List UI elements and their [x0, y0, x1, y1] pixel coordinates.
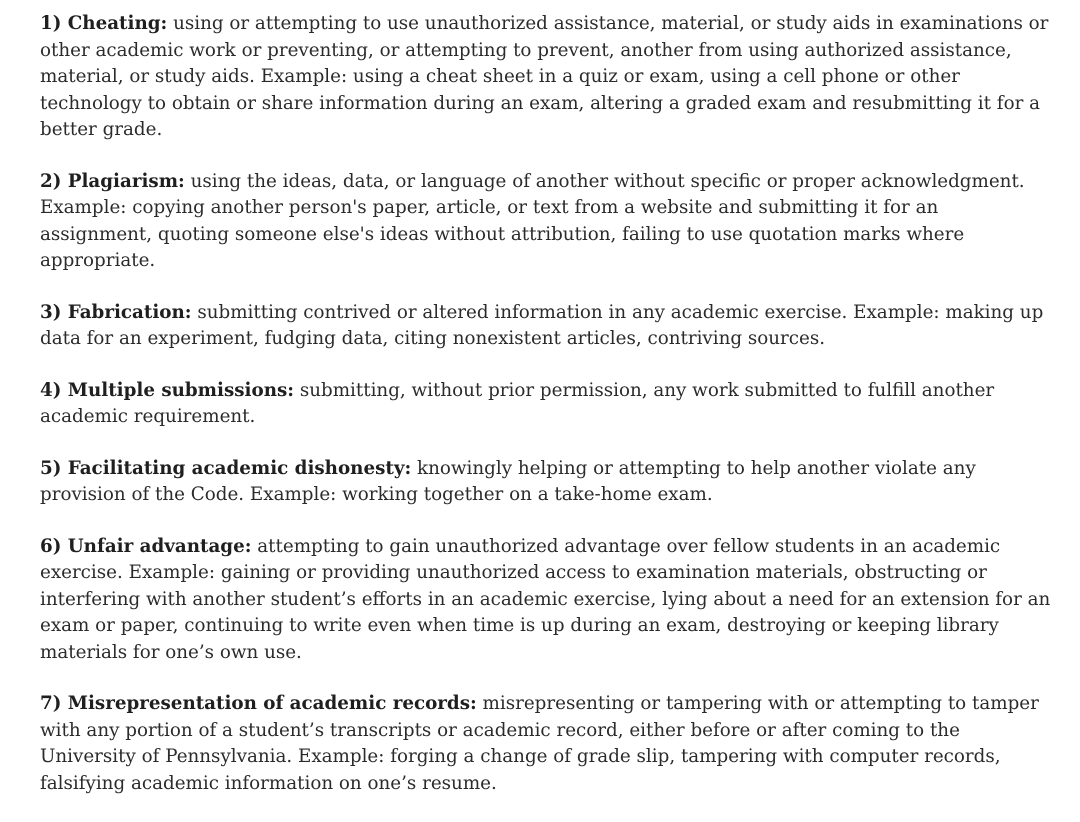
item-description: knowingly helping or attempting to help another violate any provision of the Code. Example: working together on a take-home exam.	[40, 457, 976, 505]
list-item-unfair-advantage	[40, 534, 1055, 667]
item-description: using or attempting to use unauthorized assistance, material, or study aids in examinations or other academic work or preventing, or attempting to prevent, another from using authorized assistance, material, or study aids. Example: using a cheat sheet in a quiz or exam, using a cell phone or other technology to obtain or share information during an exam, altering a graded exam and resubmitting it for a better grade.	[40, 13, 1049, 140]
list-item-plagiarism	[40, 169, 1055, 275]
item-description: using the ideas, data, or language of another without specific or proper acknowledgment. Example: copying another person's paper, article, or text from a website and submitting it for an assignment, quoting someone else's ideas without attribution, failing to use quotation marks where appropriate.	[40, 170, 1025, 271]
item-description: submitting, without prior permission, any work submitted to fulfill another academic requirement.	[40, 379, 995, 427]
item-description: attempting to gain unauthorized advantage over fellow students in an academic exercise. Example: gaining or providing unauthorized access to examination materials, obstructing or interfering with another student’s efforts in an academic exercise, lying about a need for an extension for an exam or paper, continuing to write even when time is up during an exam, destroying or keeping library materials for one’s own use.	[40, 535, 1051, 663]
item-term: 1) Cheating:	[40, 13, 168, 34]
item-description: submitting contrived or altered information in any academic exercise. Example: making up data for an experiment, fudging data, citing nonexistent articles, contriving sources.	[40, 301, 1044, 349]
list-item-fabrication	[40, 300, 1055, 353]
list-item-facilitating-dishonesty	[40, 456, 1055, 509]
item-term: 3) Fabrication:	[40, 301, 192, 323]
list-item-misrepresentation	[40, 691, 1055, 797]
item-term: 5) Facilitating academic dishonesty:	[40, 457, 412, 479]
list-item-cheating	[40, 11, 1055, 144]
list-item-multiple-submissions	[40, 378, 1055, 431]
item-term: 4) Multiple submissions:	[40, 379, 295, 401]
item-term: 6) Unfair advantage:	[40, 535, 252, 557]
item-description: misrepresenting or tampering with or attempting to tamper with any portion of a student’s transcripts or academic record, either before or after coming to the University of Pennsylvania. Example: forging a change of grade slip, tampering with computer records, falsifying academic information on one’s resume.	[40, 693, 1039, 794]
item-term: 7) Misrepresentation of academic records:	[40, 693, 477, 714]
item-term: 2) Plagiarism:	[40, 170, 185, 192]
academic-integrity-violations-list	[40, 11, 1055, 822]
